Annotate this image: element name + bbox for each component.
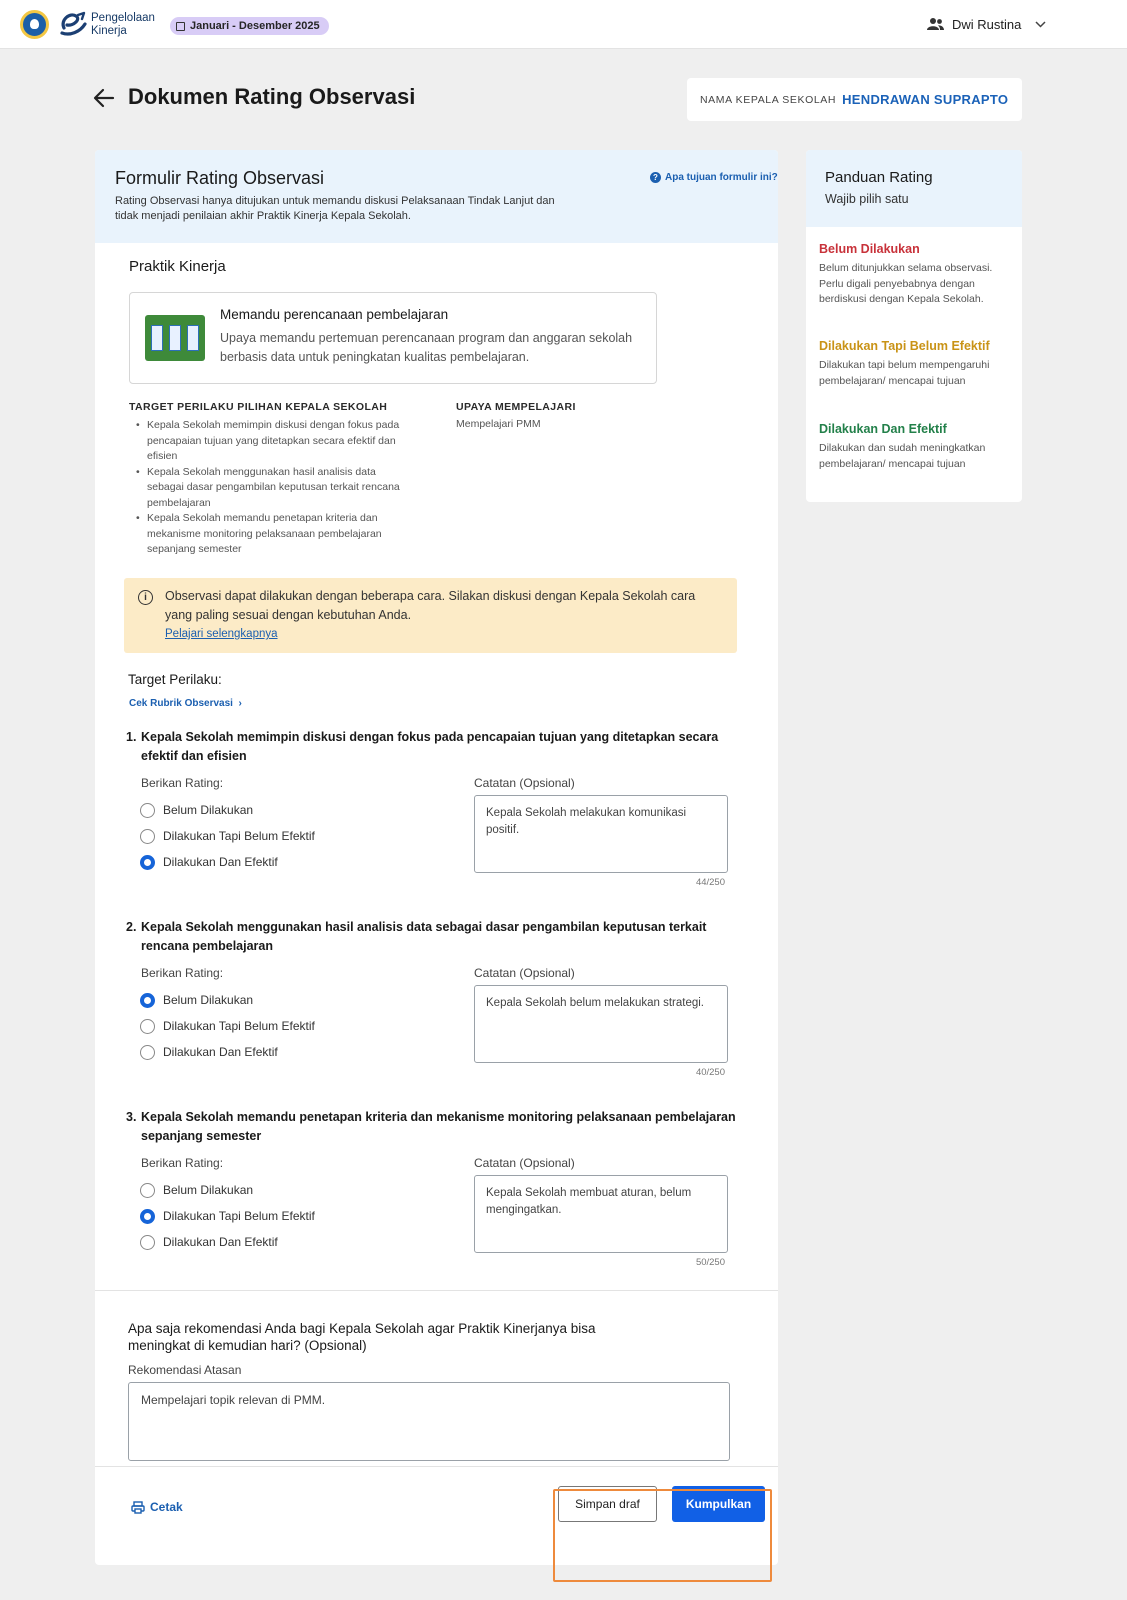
- radio-dilakukan-belum-efektif[interactable]: [140, 1016, 315, 1036]
- guide-item-efektif: [819, 422, 1009, 472]
- upaya-value: Mempelajari PMM: [456, 418, 541, 430]
- character-count: 50/250: [695, 1257, 725, 1268]
- period-label: Januari - Desember 2025: [190, 20, 320, 32]
- item-question-text: Kepala Sekolah menggunakan hasil analisis data sebagai dasar pengambilan keputusan terkait rencana pembelajaran: [141, 920, 707, 953]
- user-menu[interactable]: [927, 13, 1046, 35]
- help-link[interactable]: [650, 172, 778, 183]
- target-heading: TARGET PERILAKU PILIHAN KEPALA SEKOLAH: [129, 401, 388, 413]
- app-logo-icon: [58, 6, 88, 40]
- printer-icon: [131, 1501, 145, 1514]
- top-bar: [0, 0, 1127, 49]
- form-card: [95, 150, 778, 1565]
- highlight-outline: [553, 1489, 772, 1582]
- principal-info: [687, 78, 1022, 121]
- alert-text: Observasi dapat dilakukan dengan beberapa cara. Silakan diskusi dengan Kepala Sekolah cara yang paling sesuai dengan kebutuhan Anda.: [165, 589, 696, 622]
- calendar-icon: [176, 22, 185, 31]
- info-alert: [124, 578, 737, 653]
- list-item: • Kepala Sekolah memandu penetapan kriteria dan mekanisme monitoring pelaksanaan pembelajaran sepanjang semester: [131, 511, 411, 558]
- radio-belum-dilakukan[interactable]: [140, 990, 253, 1010]
- target-title: Target Perilaku:: [128, 672, 222, 687]
- section-divider: [95, 1290, 778, 1291]
- form-title: Formulir Rating Observasi: [115, 168, 325, 188]
- radio-icon-selected[interactable]: [140, 1209, 155, 1224]
- back-arrow-icon[interactable]: [92, 86, 116, 110]
- guide-item-belum-dilakukan: [819, 242, 1009, 308]
- item-number: 2.: [126, 920, 137, 934]
- help-link-label: Apa tujuan formulir ini?: [665, 172, 778, 183]
- print-label: Cetak: [150, 1500, 183, 1514]
- submit-button[interactable]: Kumpulkan: [672, 1486, 765, 1522]
- list-item: • Kepala Sekolah memimpin diskusi dengan fokus pada pencapaian tujuan yang ditetapkan secara efektif dan efisien: [131, 418, 411, 465]
- note-textarea[interactable]: Kepala Sekolah melakukan komunikasi positif.: [474, 795, 728, 873]
- radio-belum-dilakukan[interactable]: [140, 800, 253, 820]
- question-icon: ?: [650, 172, 661, 183]
- recommendation-textarea[interactable]: Mempelajari topik relevan di PMM.: [128, 1382, 730, 1461]
- guide-item-desc: Dilakukan dan sudah meningkatkan pembelajaran/ mencapai tujuan: [819, 442, 986, 470]
- rating-label: Berikan Rating:: [141, 1156, 224, 1170]
- radio-dilakukan-efektif[interactable]: [140, 1042, 278, 1062]
- radio-dilakukan-efektif[interactable]: [140, 852, 278, 872]
- info-icon: i: [138, 590, 153, 605]
- chevron-right-icon: ›: [235, 698, 242, 709]
- radio-belum-dilakukan[interactable]: [140, 1180, 253, 1200]
- item-question-text: Kepala Sekolah memandu penetapan kriteria dan mekanisme monitoring pelaksanaan pembelajaran sepanjang semester: [141, 1110, 736, 1143]
- character-count: 44/250: [695, 877, 725, 888]
- item-question: [126, 918, 751, 956]
- rubric-link[interactable]: [129, 698, 242, 709]
- note-textarea[interactable]: Kepala Sekolah membuat aturan, belum mengingatkan.: [474, 1175, 728, 1253]
- guide-header: [806, 150, 1022, 227]
- radio-icon-selected[interactable]: [140, 855, 155, 870]
- radio-label: Dilakukan Dan Efektif: [163, 855, 278, 869]
- radio-icon-selected[interactable]: [140, 993, 155, 1008]
- guide-item-title: Dilakukan Tapi Belum Efektif: [819, 339, 990, 353]
- period-selector[interactable]: [170, 17, 329, 35]
- recommendation-label: Rekomendasi Atasan: [128, 1363, 242, 1377]
- guide-title: Panduan Rating: [825, 169, 933, 186]
- target-list: [131, 418, 411, 558]
- guide-item-desc: Dilakukan tapi belum mempengaruhi pembelajaran/ mencapai tujuan: [819, 359, 990, 387]
- radio-icon[interactable]: [140, 829, 155, 844]
- radio-label: Dilakukan Tapi Belum Efektif: [163, 1209, 315, 1223]
- guide-item-title: Belum Dilakukan: [819, 242, 920, 256]
- radio-icon[interactable]: [140, 1019, 155, 1034]
- rating-item: [95, 1108, 778, 1283]
- radio-icon[interactable]: [140, 1235, 155, 1250]
- guide-item-desc: Belum ditunjukkan selama observasi. Perlu digali penyebabnya dengan berdiskusi dengan Kepala Sekolah.: [819, 262, 993, 305]
- planning-board-icon: [145, 315, 205, 361]
- recommendation-question: Apa saja rekomendasi Anda bagi Kepala Sekolah agar Praktik Kinerjanya bisa meningkat di kemudian hari? (Opsional): [128, 1321, 596, 1353]
- radio-label: Belum Dilakukan: [163, 1183, 254, 1197]
- app-name: Pengelolaan Kinerja: [91, 12, 155, 37]
- rating-item: [95, 728, 778, 903]
- radio-label: Belum Dilakukan: [163, 993, 254, 1007]
- principal-name: HENDRAWAN SUPRAPTO: [842, 92, 1009, 107]
- ministry-emblem-icon: [20, 10, 49, 39]
- list-item: • Kepala Sekolah menggunakan hasil analisis data sebagai dasar pengambilan keputusan terkait rencana pembelajaran: [131, 465, 411, 512]
- users-icon: [927, 17, 944, 31]
- item-question: [126, 1108, 751, 1146]
- page-title: Dokumen Rating Observasi: [128, 84, 416, 109]
- radio-icon[interactable]: [140, 803, 155, 818]
- user-name: Dwi Rustina: [952, 16, 1022, 32]
- radio-label: Dilakukan Tapi Belum Efektif: [163, 1019, 315, 1033]
- note-textarea[interactable]: Kepala Sekolah belum melakukan strategi.: [474, 985, 728, 1063]
- footer-divider: [95, 1466, 778, 1467]
- rating-label: Berikan Rating:: [141, 776, 224, 790]
- form-description: Rating Observasi hanya ditujukan untuk memandu diskusi Pelaksanaan Tindak Lanjut dan tidak menjadi penilaian akhir Praktik Kinerja Kepala Sekolah.: [115, 195, 555, 222]
- note-label: Catatan (Opsional): [474, 776, 575, 790]
- note-label: Catatan (Opsional): [474, 966, 575, 980]
- practice-section-title: Praktik Kinerja: [129, 258, 226, 275]
- item-question: [126, 728, 751, 766]
- practice-description: Upaya memandu pertemuan perencanaan program dan anggaran sekolah berbasis data untuk peningkatan kualitas pembelajaran.: [220, 331, 633, 364]
- principal-label: NAMA KEPALA SEKOLAH: [700, 93, 837, 106]
- rating-label: Berikan Rating:: [141, 966, 224, 980]
- item-number: 1.: [126, 730, 137, 744]
- radio-icon[interactable]: [140, 1045, 155, 1060]
- radio-label: Dilakukan Dan Efektif: [163, 1235, 278, 1249]
- print-button[interactable]: [131, 1500, 183, 1514]
- practice-card: [129, 292, 657, 384]
- note-label: Catatan (Opsional): [474, 1156, 575, 1170]
- learn-more-link[interactable]: Pelajari selengkapnya: [165, 628, 278, 640]
- character-count: 40/250: [695, 1067, 725, 1078]
- rubric-link-label: Cek Rubrik Observasi: [129, 698, 233, 709]
- rating-guide-card: [806, 150, 1022, 502]
- upaya-heading: UPAYA MEMPELAJARI: [456, 401, 576, 413]
- radio-label: Dilakukan Dan Efektif: [163, 1045, 278, 1059]
- guide-subtitle: Wajib pilih satu: [825, 192, 909, 206]
- form-header: [95, 150, 778, 243]
- radio-dilakukan-belum-efektif[interactable]: [140, 1206, 315, 1226]
- radio-dilakukan-belum-efektif[interactable]: [140, 826, 315, 846]
- radio-label: Belum Dilakukan: [163, 803, 254, 817]
- guide-item-belum-efektif: [819, 339, 1009, 389]
- item-number: 3.: [126, 1110, 137, 1124]
- item-question-text: Kepala Sekolah memimpin diskusi dengan fokus pada pencapaian tujuan yang ditetapkan secara efektif dan efisien: [141, 730, 719, 763]
- guide-item-title: Dilakukan Dan Efektif: [819, 422, 947, 436]
- chevron-down-icon: [1035, 21, 1046, 28]
- rating-item: [95, 918, 778, 1093]
- practice-name: Memandu perencanaan pembelajaran: [220, 307, 449, 322]
- save-draft-button[interactable]: Simpan draf: [558, 1486, 657, 1522]
- radio-label: Dilakukan Tapi Belum Efektif: [163, 829, 315, 843]
- radio-icon[interactable]: [140, 1183, 155, 1198]
- radio-dilakukan-efektif[interactable]: [140, 1232, 278, 1252]
